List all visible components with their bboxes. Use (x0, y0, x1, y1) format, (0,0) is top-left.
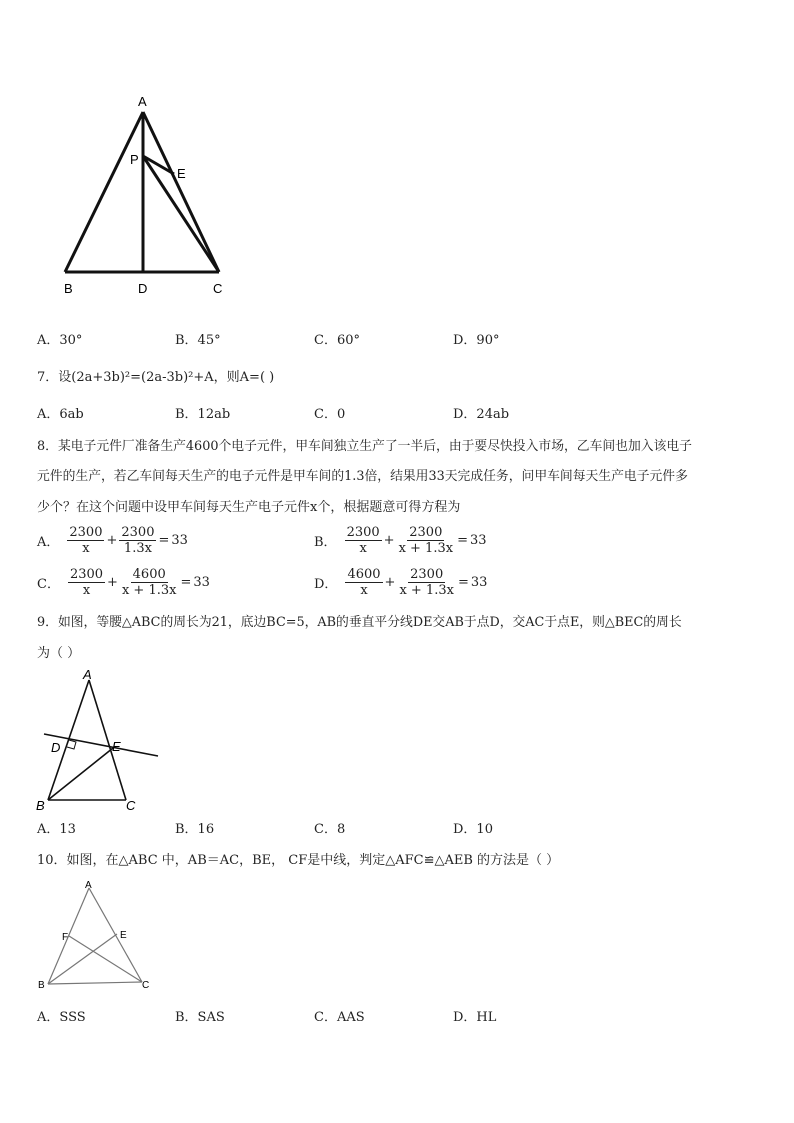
q10-option-b: B．SAS (175, 1010, 225, 1025)
option-label: C． (37, 577, 60, 592)
equals-sign: = (158, 533, 170, 548)
fraction (120, 567, 179, 598)
q8-option-a (37, 525, 188, 556)
q7-option-b: B．12ab (175, 407, 231, 422)
label-b: B (64, 281, 73, 296)
equals-sign: = (180, 575, 192, 590)
label-b: B (36, 798, 45, 813)
label-p: P (130, 152, 139, 167)
option-label: B． (314, 535, 337, 550)
side-bc (48, 982, 142, 984)
denominator: x + 1.3x (121, 583, 177, 598)
q7-option-a: A．6ab (37, 407, 84, 422)
q9-line-1: 9．如图，等腰△ABC的周长为21，底边BC=5，AB的垂直平分线DE交AB于点D，交AC于点E，则△BEC的周长 (37, 615, 682, 630)
numerator: 2300 (69, 567, 104, 582)
figure-triangle-medians (34, 876, 159, 996)
q9-option-d: D．10 (453, 822, 493, 837)
label-c: C (126, 798, 136, 813)
equals-sign: = (457, 533, 468, 548)
numerator: 2300 (409, 525, 443, 540)
figure-isosceles-perpendicular-bisector (34, 668, 164, 816)
label-e: E (112, 739, 121, 754)
denominator: 1.3x (123, 541, 152, 556)
numerator: 2300 (69, 525, 103, 540)
line-de (44, 734, 158, 756)
q9-option-b: B．16 (175, 822, 215, 837)
denominator: x (82, 541, 90, 556)
q9-line-2: 为（ ） (37, 646, 81, 661)
option-label: A． (37, 535, 60, 550)
numerator: 2300 (410, 567, 444, 582)
q10-question: 10．如图，在△ABC 中，AB＝AC，BE， CF是中线，判定△AFC≌△AEB 的方法是（ ） (37, 853, 560, 868)
q6-option-a: A．30° (37, 333, 83, 348)
label-a: A (138, 94, 147, 109)
plus-sign: + (106, 533, 118, 548)
q8-line-3: 少个？在这个问题中设甲车间每天生产电子元件x个，根据题意可得方程为 (37, 500, 461, 515)
numerator: 4600 (347, 567, 381, 582)
fraction (67, 525, 104, 556)
equals-sign: = (457, 575, 469, 590)
label-f: F (62, 932, 69, 943)
denominator: x + 1.3x (398, 541, 454, 556)
q8-line-2: 元件的生产，若乙车间每天生产的电子元件是甲车间的1.3倍，结果用33天完成任务，问甲车间每天生产电子元件多 (37, 469, 688, 484)
q8-line-1: 8．某电子元件厂准备生产4600个电子元件，甲车间独立生产了一半后，由于要尽快投入市场，乙车间也加入该电子 (37, 439, 692, 454)
label-d: D (51, 740, 61, 755)
plus-sign: + (383, 533, 395, 548)
q6-option-b: B．45° (175, 333, 221, 348)
numerator: 2300 (121, 525, 155, 540)
rhs-value: 33 (171, 533, 188, 548)
label-e: E (120, 930, 127, 941)
denominator: x (82, 583, 91, 598)
q6-option-c: C．60° (314, 333, 360, 348)
q8-option-c (37, 567, 210, 598)
side-ab (65, 112, 143, 272)
segment-be (48, 748, 113, 800)
denominator: x + 1.3x (399, 583, 454, 598)
q7-question: 7．设(2a+3b)²=(2a-3b)²+A，则A=( ) (37, 370, 275, 385)
fraction (119, 525, 156, 556)
label-b: B (38, 980, 45, 991)
q8-option-b (314, 525, 487, 556)
q7-option-d: D．24ab (453, 407, 510, 422)
denominator: x (359, 541, 367, 556)
option-label: D． (314, 577, 338, 592)
q9-option-c: C．8 (314, 822, 346, 837)
q7-option-c: C．0 (314, 407, 346, 422)
label-a: A (85, 880, 92, 891)
fraction (68, 567, 105, 598)
numerator: 4600 (132, 567, 166, 582)
label-c: C (213, 281, 223, 296)
label-d: D (138, 281, 148, 296)
fraction (397, 525, 456, 556)
q10-option-d: D．HL (453, 1010, 497, 1025)
label-c: C (142, 980, 150, 991)
numerator: 2300 (346, 525, 380, 540)
q9-option-a: A．13 (37, 822, 76, 837)
rhs-value: 33 (193, 575, 210, 590)
plus-sign: + (384, 575, 396, 590)
fraction (345, 567, 382, 598)
q10-option-c: C．AAS (314, 1010, 365, 1025)
fraction (397, 567, 456, 598)
side-ac (143, 112, 219, 272)
plus-sign: + (107, 575, 118, 590)
label-a: A (83, 668, 92, 682)
figure-triangle-ape (50, 90, 240, 305)
fraction (345, 525, 382, 556)
q8-option-d (314, 567, 487, 598)
q6-option-d: D．90° (453, 333, 500, 348)
label-e: E (177, 166, 186, 181)
q10-option-a: A．SSS (37, 1010, 86, 1025)
rhs-value: 33 (469, 533, 487, 548)
rhs-value: 33 (470, 575, 488, 590)
denominator: x (360, 583, 368, 598)
